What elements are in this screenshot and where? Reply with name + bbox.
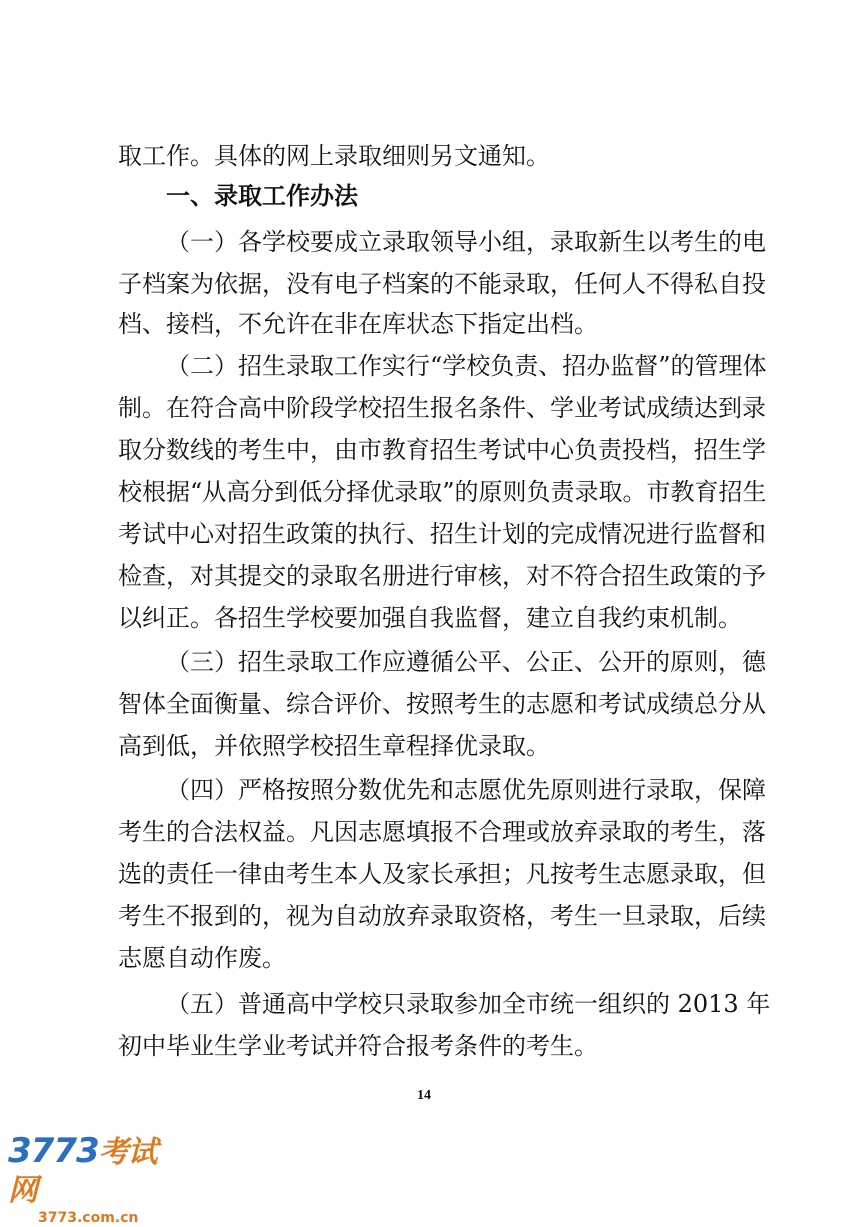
- paragraph-line: （四）严格按照分数优先和志愿优先原则进行录取，保障: [166, 776, 766, 804]
- watermark-url: 3773.com.cn: [38, 1210, 139, 1226]
- watermark-number: 3773: [8, 1131, 99, 1171]
- paragraph-line: 档、接档，不允许在非在库状态下指定出档。: [118, 310, 598, 338]
- paragraph-line: 高到低，并依照学校招生章程择优录取。: [118, 732, 550, 760]
- paragraph-line: （一）各学校要成立录取领导小组，录取新生以考生的电: [166, 228, 766, 256]
- paragraph-line: 志愿自动作废。: [118, 944, 286, 972]
- paragraph-line: 取工作。具体的网上录取细则另文通知。: [118, 142, 550, 170]
- paragraph-line: 检查，对其提交的录取名册进行审核，对不符合招生政策的予: [118, 562, 766, 590]
- paragraph-line: （二）招生录取工作实行“学校负责、招办监督”的管理体: [166, 352, 767, 380]
- paragraph-line: 制。在符合高中阶段学校招生报名条件、学业考试成绩达到录: [118, 394, 766, 422]
- paragraph-line: 初中毕业生学业考试并符合报考条件的考生。: [118, 1032, 598, 1060]
- site-watermark-logo: [8, 1131, 178, 1226]
- paragraph-line: 考生的合法权益。凡因志愿填报不合理或放弃录取的考生，落: [118, 818, 766, 846]
- section-heading: 一、录取工作办法: [166, 182, 358, 210]
- paragraph-line: 校根据“从高分到低分择优录取”的原则负责录取。市教育招生: [118, 478, 767, 506]
- paragraph-line: 选的责任一律由考生本人及家长承担；凡按考生志愿录取，但: [118, 860, 766, 888]
- paragraph-line: 以纠正。各招生学校要加强自我监督，建立自我约束机制。: [118, 604, 742, 632]
- paragraph-line: （五）普通高中学校只录取参加全市统一组织的 2013 年: [166, 990, 771, 1018]
- page-number: 14: [417, 1088, 431, 1103]
- paragraph-line: 取分数线的考生中，由市教育招生考试中心负责投档，招生学: [118, 436, 766, 464]
- paragraph-line: 考生不报到的，视为自动放弃录取资格，考生一旦录取，后续: [118, 902, 766, 930]
- paragraph-line: 子档案为依据，没有电子档案的不能录取，任何人不得私自投: [118, 270, 766, 298]
- paragraph-line: 智体全面衡量、综合评价、按照考生的志愿和考试成绩总分从: [118, 690, 766, 718]
- watermark-chinese: 考试网: [8, 1135, 157, 1208]
- paragraph-line: （三）招生录取工作应遵循公平、公正、公开的原则，德: [166, 648, 766, 676]
- watermark-title: [8, 1133, 178, 1209]
- paragraph-line: 考试中心对招生政策的执行、招生计划的完成情况进行监督和: [118, 520, 766, 548]
